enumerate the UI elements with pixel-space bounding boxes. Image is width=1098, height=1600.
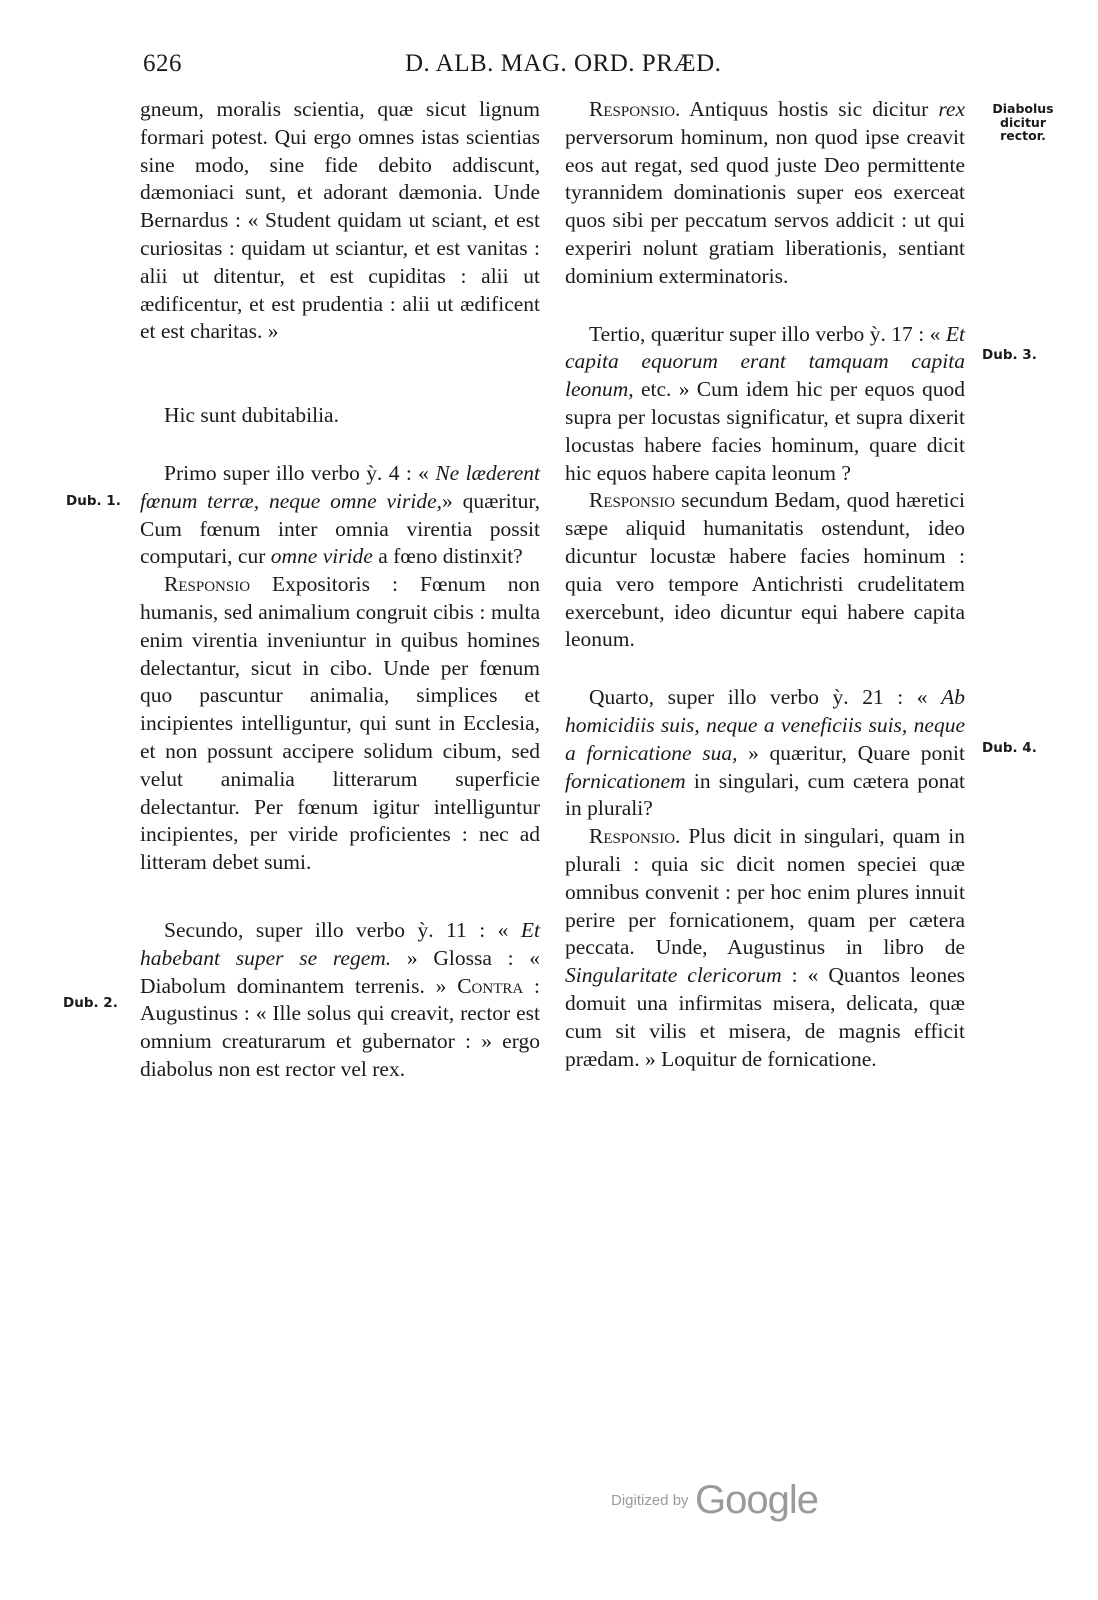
responsio-3-paragraph: Responsio secundum Bedam, quod hæretici sæpe aliquid humanitatis ostendunt, ideo dicuntur locustæ habere facies hominum : quia vero tempore Antichristi crudelitatem exercebunt, ideo dicuntur equi habere capita leonum. — [565, 488, 965, 652]
margin-note-dub-4: Dub. 4. — [982, 740, 1037, 756]
margin-note-diabolus: Diabolus dicitur rector. — [992, 101, 1054, 143]
responsio-2-paragraph: Responsio. Antiquus hostis sic dicitur rex perversorum hominum, non quod ipse creavit eos aut regat, sed quod juste Deo permittente tyrannidem dominationis super eos exerceat quos sibi per peccatum servos addicit : ut qui experiri nolunt gratiam liberationis, sentiant dominium exterminatoris. — [565, 97, 965, 288]
page-number: 626 — [143, 50, 182, 77]
margin-note-dub-3: Dub. 3. — [982, 347, 1037, 363]
right-column — [565, 96, 965, 1073]
margin-note-dub-2: Dub. 2. — [63, 995, 118, 1011]
running-title: D. ALB. MAG. ORD. PRÆD. — [405, 50, 722, 77]
responsio-4-paragraph: Responsio. Plus dicit in singulari, quam in plurali : quia sic dicit nomen speciei quæ omnibus convenit : per hoc enim plures innuit perire per fornicationem, quam per cætera peccata. Unde, Augustinus in libro de Singularitate clericorum : « Quantos leones domuit una infirmitas misera, delicata, quæ cum sit vilis et misera, de magnis efficit prædam. » Loquitur de fornicatione. — [565, 824, 965, 1071]
dubium-2-paragraph: Secundo, super illo verbo ỳ. 11 : « Et habebant super se regem. » Glossa : « Diabolum dominantem terrenis. » Contra : Augustinus : « Ille solus qui creavit, rector est omnium creaturarum et gubernator : » ergo diabolus non est rector vel rex. — [140, 917, 541, 1081]
section-heading: Hic sunt dubitabilia. — [164, 403, 339, 428]
dubium-4-paragraph: Quarto, super illo verbo ỳ. 21 : « Ab homicidiis suis, neque a veneficiis suis, neque a fornicatione sua, » quæritur, Quare ponit fornicationem in singulari, cum cætera ponat in plurali? — [565, 685, 966, 821]
digitized-by-google-watermark: Digitized by Google — [611, 1478, 818, 1522]
paragraph-continuation: gneum, moralis scientia, quæ sicut lignum formari potest. Qui ergo omnes istas scientias sine modo, sine fide debito addiscunt, dæmoniaci sunt, et adorant dæmonia. Unde Bernardus : « Student quidam ut sciant, et est curiositas : quidam ut sciantur, et est vanitas : alii ut ditentur, et est cupiditas : alii ut ædificentur, et est prudentia : alii ut ædificent et est charitas. » — [140, 97, 540, 344]
dubium-3-paragraph: Tertio, quæritur super illo verbo ỳ. 17 : « Et capita equorum erant tamquam capita leonum, etc. » Cum idem hic per equos quod supra per locustas significatur, et supra dixerit locustas habere facies hominum, quare dicit hic equos habere capita leonum ? — [565, 321, 965, 485]
dubium-1-paragraph: Primo super illo verbo ỳ. 4 : « Ne læderent fœnum terræ, neque omne viride,» quæritur, Cum fœnum inter omnia virentia possit computari, cur omne viride a fœno distinxit? — [140, 460, 541, 569]
responsio-1-paragraph: Responsio Expositoris : Fœnum non humanis, sed animalium congruit cibis : multa enim virentia inveniuntur in quibus homines delectantur, sicut in cibo. Unde per fœnum quo pascuntur animalia, simplices et incipientes intelliguntur, qui sunt in Ecclesia, et non possunt accipere solidum cibum, sed velut animalia litterarum superficie delectantur. Per fœnum igitur intelliguntur incipientes, per viride proficientes : nec ad litteram debet sumi. — [140, 572, 540, 875]
google-logo: Google — [695, 1478, 818, 1522]
left-column — [140, 96, 540, 1084]
margin-note-dub-1: Dub. 1. — [66, 493, 121, 509]
